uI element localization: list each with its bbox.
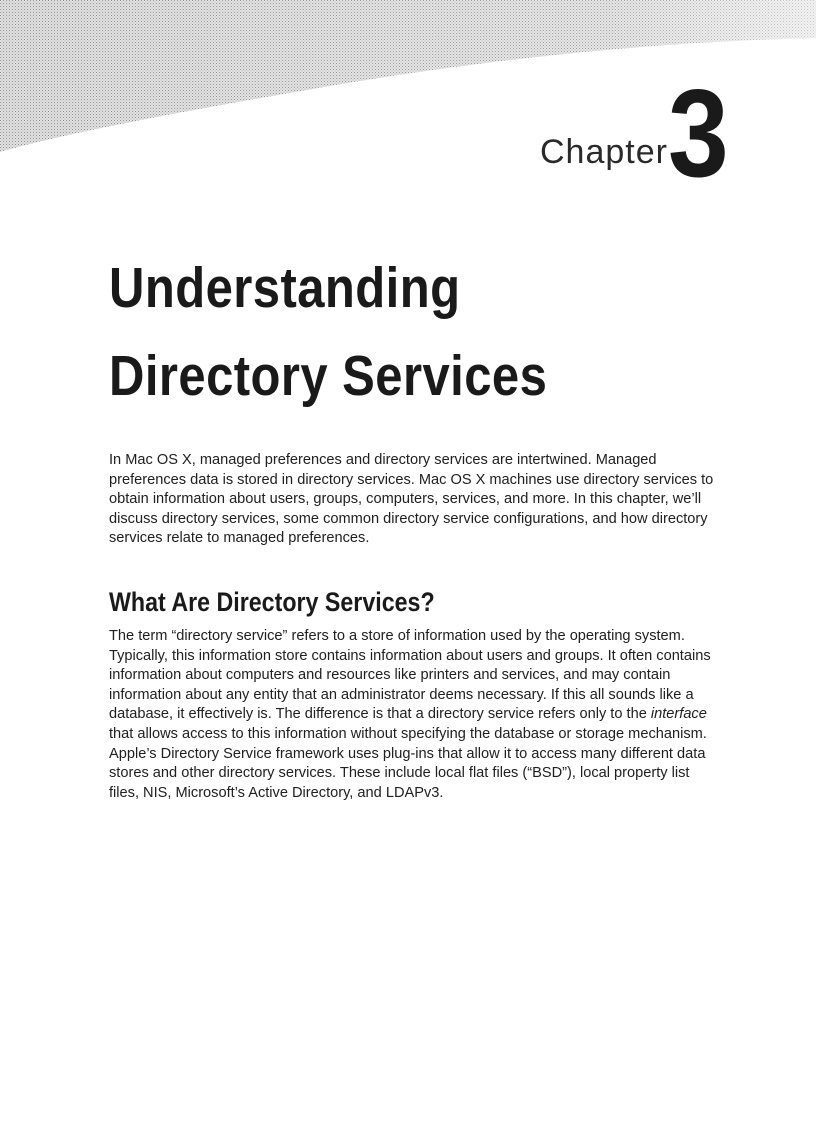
chapter-label: Chapter — [540, 133, 668, 171]
emphasis-interface: interface — [650, 706, 707, 723]
chapter-title: Understanding Directory Services — [109, 256, 548, 408]
body-text-before-emphasis: The term “directory service” refers to a store of information used by the operating system. Typically, this information store contains information about users and groups. It often contains information about computers and resources like printers and services, and may contain information about any entity that an administrator deems necessary. If this all sounds like a database, it effectively is. The difference is that a directory service refers only to the — [109, 628, 711, 723]
intro-paragraph: In Mac OS X, managed preferences and directory services are intertwined. Managed preferences data is stored in directory services. Mac OS X machines use directory services to obtain information about users, groups, computers, services, and more. In this chapter, we’ll discuss directory services, some common directory service configurations, and how directory services relate to managed preferences. — [109, 452, 714, 547]
body-paragraph — [109, 627, 715, 803]
section-heading: What Are Directory Services? — [109, 587, 435, 617]
chapter-number: 3 — [668, 65, 729, 203]
body-text-after-emphasis: that allows access to this information without specifying the database or storage mechanism. Apple’s Directory Service framework uses plug-ins that allow it to access many different data stores and other directory services. These include local flat files (“BSD”), local property list files, NIS, Microsoft’s Active Directory, and LDAPv3. — [109, 725, 707, 801]
